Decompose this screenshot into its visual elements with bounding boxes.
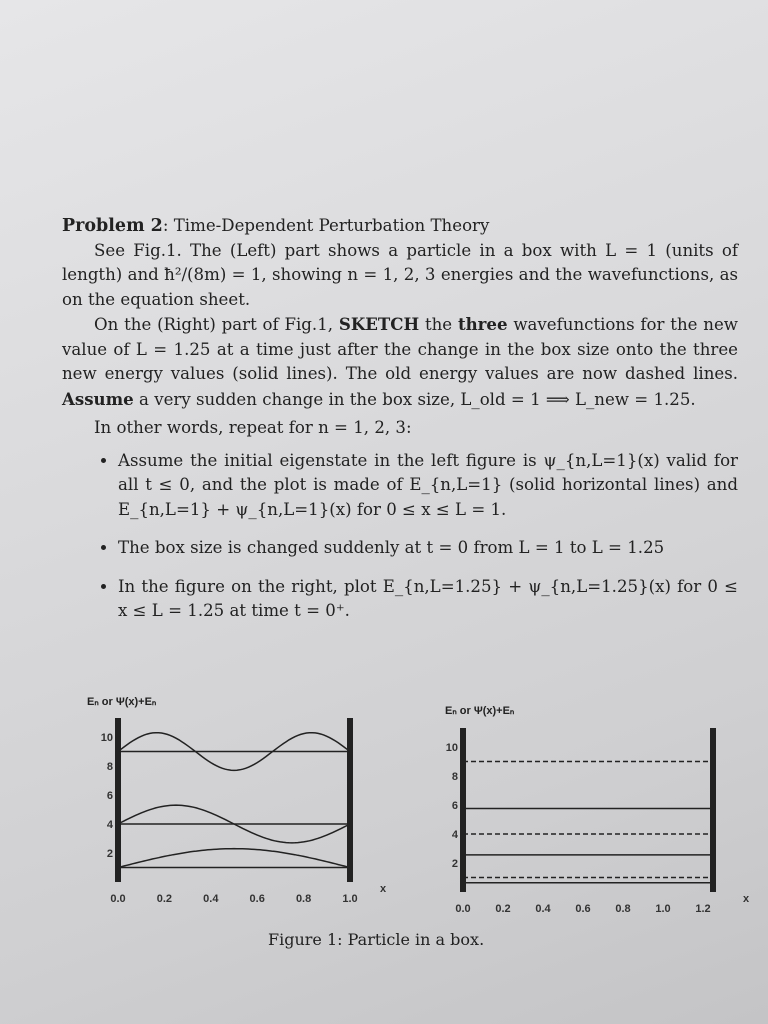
x-tick-label: 0.2 [495, 903, 511, 915]
y-tick-label: 8 [106, 761, 113, 773]
right-wall [347, 718, 353, 882]
x-tick-label: 0.6 [249, 893, 265, 905]
paragraph-3: In other words, repeat for n = 1, 2, 3: [94, 418, 412, 437]
x-axis-label: x [743, 893, 750, 905]
y-axis-label: Eₙ or Ψ(x)+Eₙ [87, 696, 157, 708]
x-tick-label: 1.0 [655, 903, 671, 915]
y-tick-label: 2 [451, 858, 458, 870]
paragraph-1: See Fig.1. The (Left) part shows a particle in a box with L = 1 (units of length) and ħ²/(8m) = 1, showing n = 1, 2, 3 energies and the wavefunctions, as on the equation sheet. [62, 240, 738, 309]
x-tick-label: 0.4 [535, 903, 551, 915]
y-tick-label: 4 [451, 829, 458, 841]
x-tick-label: 1.2 [695, 903, 711, 915]
left-wall [460, 728, 466, 892]
figure-caption: Figure 1: Particle in a box. [268, 930, 485, 949]
y-tick-label: 8 [451, 771, 458, 783]
x-tick-label: 0.2 [156, 893, 173, 905]
x-axis-label: x [380, 883, 387, 895]
left-wall [115, 718, 121, 882]
y-tick-label: 2 [106, 848, 113, 860]
x-tick-label: 0.4 [203, 893, 219, 905]
wavefunction-curve-n1 [118, 849, 350, 868]
x-tick-label: 1.0 [342, 893, 358, 905]
paragraph-2: On the (Right) part of Fig.1, SKETCH the three wavefunctions for the new value of L = 1.25 at a time just after the change in the box size onto the three new energy values (solid lines). The old energy values are now dashed lines. Assume a very sudden change in the box size, L_old = 1 ⟹ L_new = 1.25. [62, 314, 738, 409]
x-tick-label: 0.0 [110, 893, 126, 905]
problem-heading: Problem 2 [62, 216, 163, 236]
y-tick-label: 10 [100, 732, 113, 744]
x-tick-label: 0.0 [455, 903, 471, 915]
y-tick-label: 4 [106, 819, 113, 831]
x-tick-label: 0.6 [575, 903, 591, 915]
right-wall [710, 728, 716, 892]
x-tick-label: 0.8 [615, 903, 631, 915]
y-tick-label: 6 [451, 800, 458, 812]
y-tick-label: 6 [106, 790, 113, 802]
bullet-item: • The box size is changed suddenly at t = 0 from L = 1 to L = 1.25 [118, 536, 738, 561]
problem-title: : Time-Dependent Perturbation Theory [162, 216, 490, 235]
bullet-item: • In the figure on the right, plot E_{n,L=1.25} + ψ_{n,L=1.25}(x) for 0 ≤ x ≤ L = 1.25 at time t = 0⁺. [118, 575, 738, 624]
x-tick-label: 0.8 [295, 893, 312, 905]
bullet-item: • Assume the initial eigenstate in the left figure is ψ_{n,L=1}(x) valid for all t ≤ 0, and the plot is made of E_{n,L=1} (solid horizontal lines) and E_{n,L=1} + ψ_{n,L=1}(x) for 0 ≤ x ≤ L = 1. [118, 449, 738, 523]
y-axis-label: Eₙ or Ψ(x)+Eₙ [445, 705, 515, 717]
y-tick-label: 10 [445, 742, 458, 754]
